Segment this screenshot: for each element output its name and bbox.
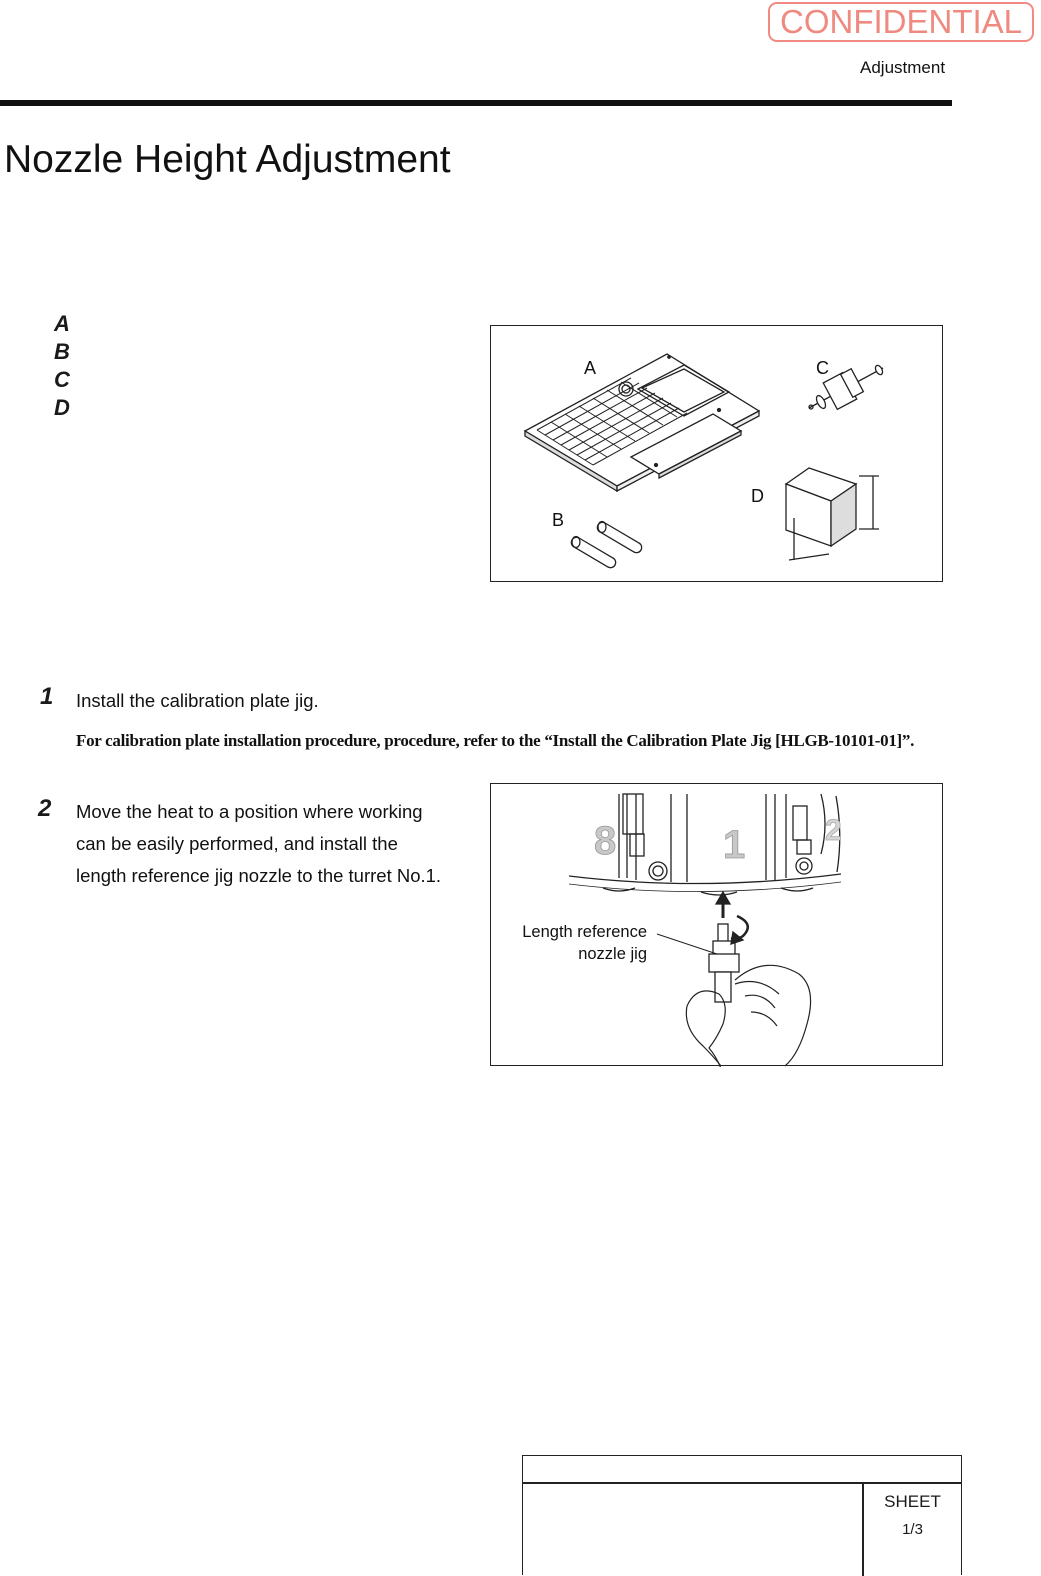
section-label: Adjustment [860, 58, 946, 77]
step-text: Install the calibration plate jig. [76, 690, 319, 711]
reference-note: For calibration plate installation procedure, procedure, refer to the “Install the Calibration Plate Jig [HLGB-10101-01]”. [76, 731, 915, 750]
sheet-label: SHEET [884, 1492, 941, 1511]
confidential-stamp: CONFIDENTIAL [768, 2, 1034, 42]
header-rule [0, 100, 952, 106]
nozzle-jig-callout [505, 921, 647, 965]
turret-number-1: 1 [723, 823, 746, 867]
figure-label-d: D [751, 486, 764, 506]
jig-set-drawing [491, 326, 944, 583]
jig-item-c: C [54, 367, 70, 392]
jig-list [54, 310, 70, 422]
height-gauge-illustration [786, 468, 879, 560]
figure-label-c: C [816, 358, 829, 378]
sheet-box-divider [523, 1482, 961, 1484]
page-title: Nozzle Height Adjustment [4, 138, 451, 181]
jig-item-d: D [54, 395, 70, 420]
figure-label-a: A [584, 358, 597, 378]
turret-nozzle-figure [490, 783, 943, 1066]
sheet-info-box [522, 1455, 962, 1575]
step-number: 1 [40, 683, 54, 710]
step-number: 2 [38, 795, 52, 822]
step-text-line: Move the heat to a position where working [76, 801, 423, 822]
jig-item-b: B [54, 339, 70, 364]
jig-set-figure [490, 325, 943, 582]
nozzle-pins-illustration [571, 522, 641, 568]
turret-number-2: 2 [825, 814, 842, 847]
callout-line: Length reference [522, 923, 647, 941]
callout-line: nozzle jig [578, 945, 647, 963]
turret-number-8: 8 [594, 819, 617, 863]
step-text-line: length reference jig nozzle to the turret No.1. [76, 865, 442, 886]
jig-item-a: A [54, 311, 70, 336]
step-text [76, 796, 441, 892]
hand-illustration [686, 965, 810, 1067]
figure-label-b: B [552, 510, 565, 530]
sheet-number: 1/3 [902, 1521, 923, 1538]
step-text-line: can be easily performed, and install the [76, 833, 398, 854]
